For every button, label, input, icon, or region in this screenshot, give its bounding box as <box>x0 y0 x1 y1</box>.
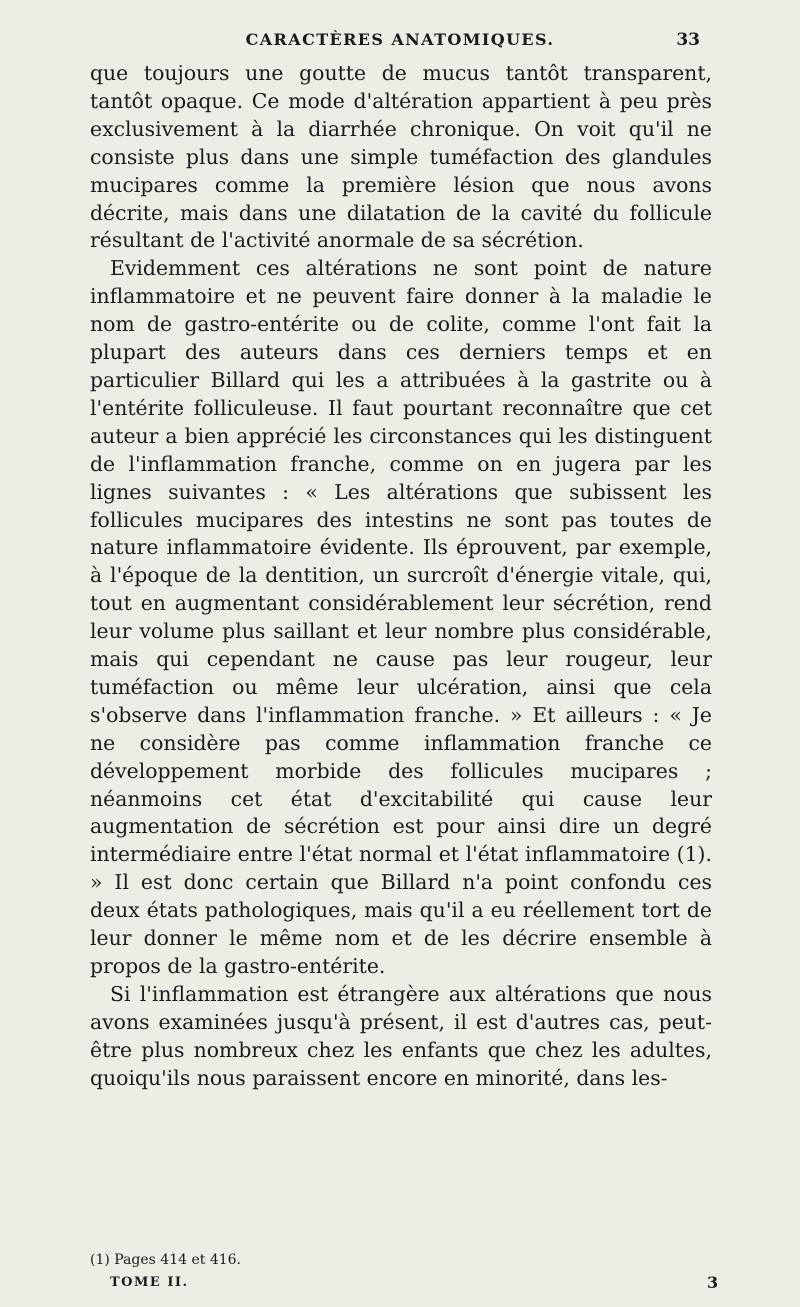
running-head <box>100 30 700 54</box>
paragraph-continuation: que toujours une goutte de mucus tantôt transparent, tantôt opaque. Ce mode d'altération appartient à peu près exclusivement à la diarrhée chronique. On voit qu'il ne consiste plus dans une simple tuméfaction des glandules mucipares comme la première lésion que nous avons décrite, mais dans une dilatation de la cavité du follicule résultant de l'activité anormale de sa sécrétion. <box>90 61 712 253</box>
volume-mark: TOME II. <box>110 1275 189 1290</box>
page-number: 33 <box>676 30 700 50</box>
signature-mark: 3 <box>707 1273 719 1292</box>
footnote: (1) Pages 414 et 416. <box>90 1252 242 1268</box>
paragraph-billard: Evidemment ces altérations ne sont point de nature inflammatoire et ne peuvent faire donner à la maladie le nom de gastro-entérite ou de colite, comme l'ont fait la plupart des auteurs dans ces derniers temps et en particulier Billard qui les a attribuées à la gastrite ou à l'entérite folliculeuse. Il faut pourtant reconnaître que cet auteur a bien apprécié les circonstances qui les distinguent de l'inflammation franche, comme on en jugera par les lignes suivantes : « Les altérations que subissent les follicules mucipares des intestins ne sont pas toutes de nature inflammatoire évidente. Ils éprouvent, par exemple, à l'époque de la dentition, un surcroît d'énergie vitale, qui, tout en augmentant considérablement leur sécrétion, rend leur volume plus saillant et leur nombre plus considérable, mais qui cependant ne cause pas leur rougeur, leur tuméfaction ou même leur ulcération, ainsi que cela s'observe dans l'inflammation franche. » Et ailleurs : « Je ne considère pas comme inflammation franche ce développement morbide des follicules mucipares ; néanmoins cet état d'excitabilité qui cause leur augmentation de sécrétion est pour ainsi dire un degré intermédiaire entre l'état normal et l'état inflammatoire (1). » Il est donc certain que Billard n'a point confondu ces deux états pathologiques, mais qu'il a eu réellement tort de leur donner le même nom et de les décrire ensemble à propos de la gastro-entérite. <box>90 256 712 978</box>
running-title: CARACTÈRES ANATOMIQUES. <box>245 30 555 49</box>
paragraph-inflammation: Si l'inflammation est étrangère aux altérations que nous avons examinées jusqu'à présent, il est d'autres cas, peut-être plus nombreux chez les enfants que chez les adultes, quoiqu'ils nous paraissent encore en minorité, dans les- <box>90 981 712 1090</box>
body-text <box>90 60 712 1093</box>
